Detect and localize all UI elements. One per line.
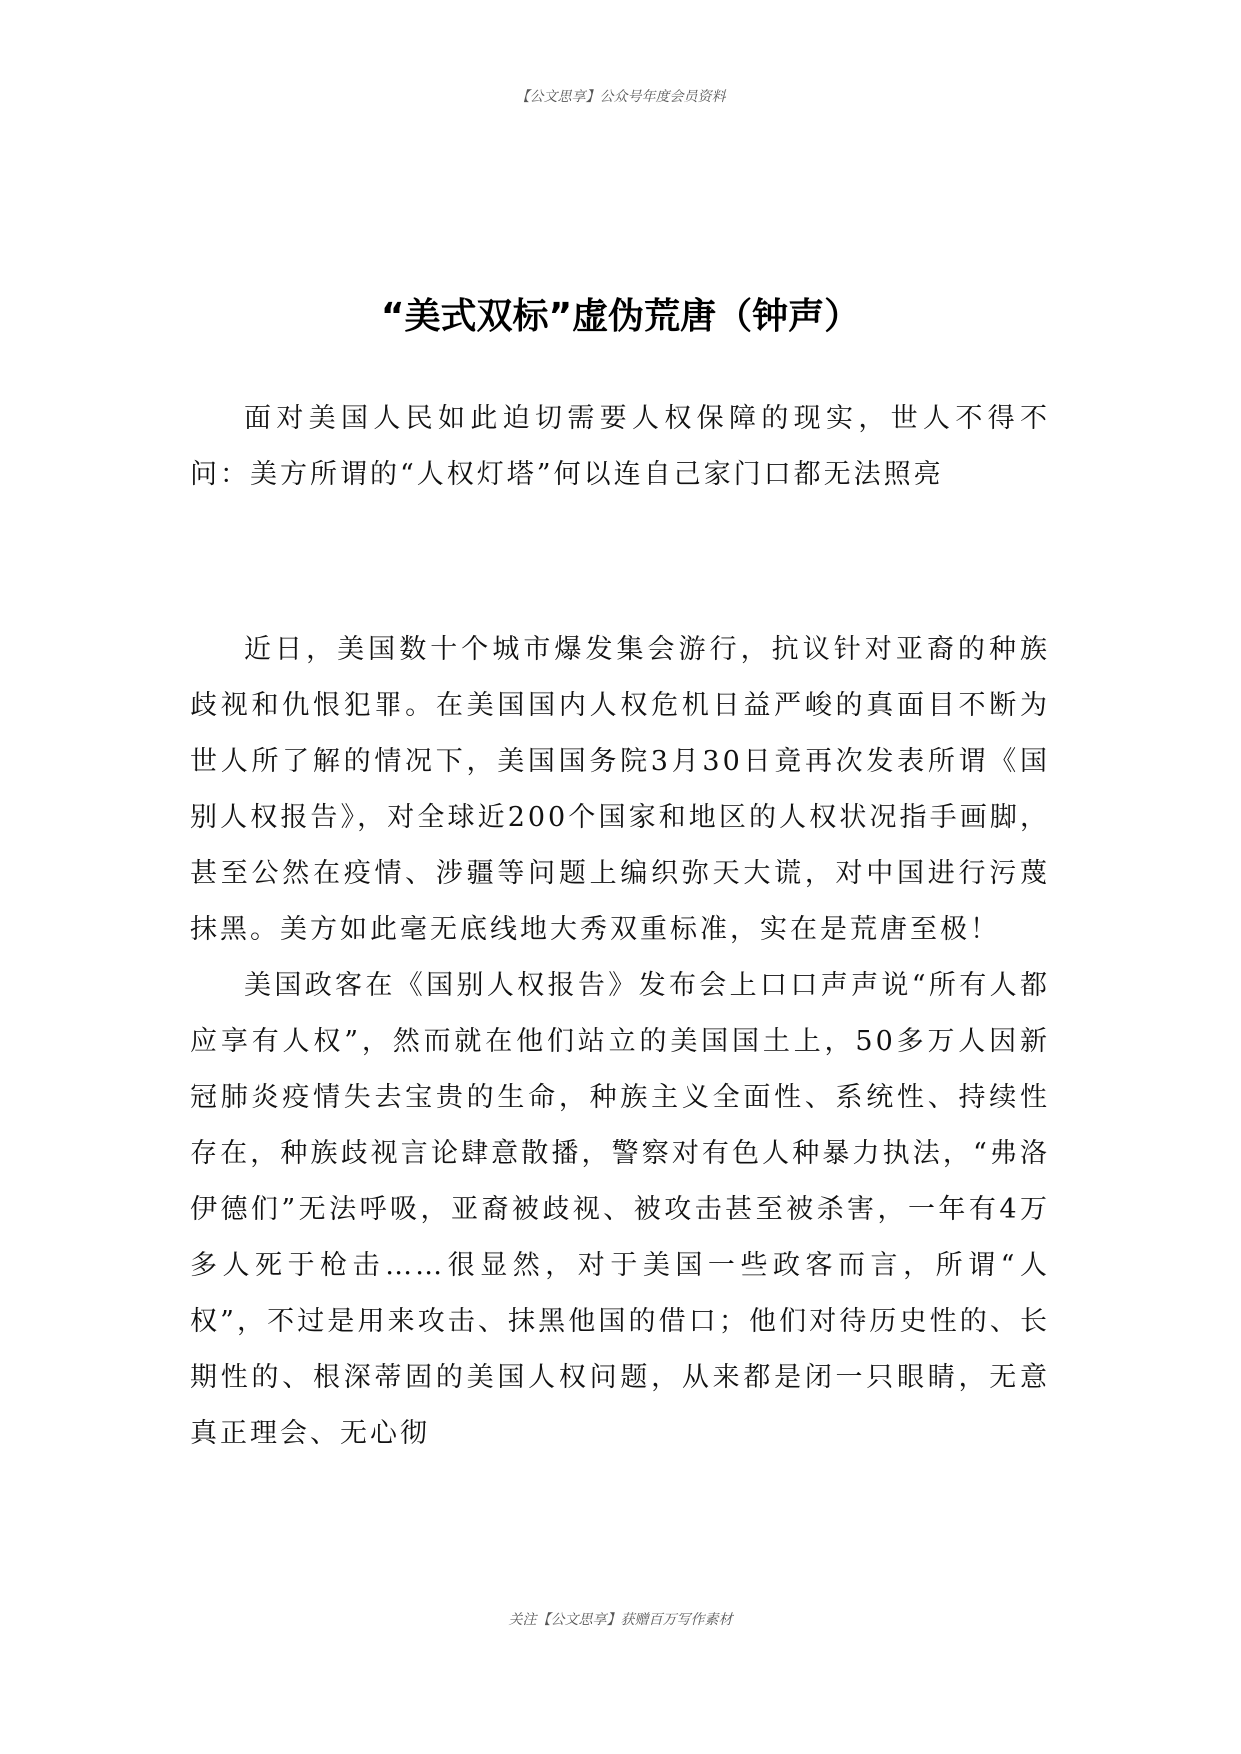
page-header: 【公文思享】公众号年度会员资料 — [515, 89, 726, 105]
lead-paragraph: 面对美国人民如此迫切需要人权保障的现实，世人不得不问：美方所谓的“人权灯塔”何以连自己家门口都无法照亮 — [190, 403, 1050, 490]
article-body — [190, 622, 1050, 1462]
article-lead — [190, 391, 1050, 503]
body-paragraph-2: 美国政客在《国别人权报告》发布会上口口声声说“所有人都应享有人权”，然而就在他们站立的美国国土上，50多万人因新冠肺炎疫情失去宝贵的生命，种族主义全面性、系统性、持续性存在，种族歧视言论肆意散播，警察对有色人种暴力执法，“弗洛伊德们”无法呼吸，亚裔被歧视、被攻击甚至被杀害，一年有4万多人死于枪击……很显然，对于美国一些政客而言，所谓“人权”，不过是用来攻击、抹黑他国的借口；他们对待历史性的、长期性的、根深蒂固的美国人权问题，从来都是闭一只眼睛，无意真正理会、无心彻 — [190, 970, 1050, 1449]
article-title: “美式双标”虚伪荒唐（钟声） — [380, 296, 861, 337]
body-paragraph-1: 近日，美国数十个城市爆发集会游行，抗议针对亚裔的种族歧视和仇恨犯罪。在美国国内人权危机日益严峻的真面目不断为世人所了解的情况下，美国国务院3月30日竟再次发表所谓《国别人权报告》，对全球近200个国家和地区的人权状况指手画脚，甚至公然在疫情、涉疆等问题上编织弥天大谎，对中国进行污蔑抹黑。美方如此毫无底线地大秀双重标准，实在是荒唐至极！ — [190, 634, 1050, 945]
page-footer: 关注【公文思享】获赠百万写作素材 — [508, 1612, 733, 1628]
